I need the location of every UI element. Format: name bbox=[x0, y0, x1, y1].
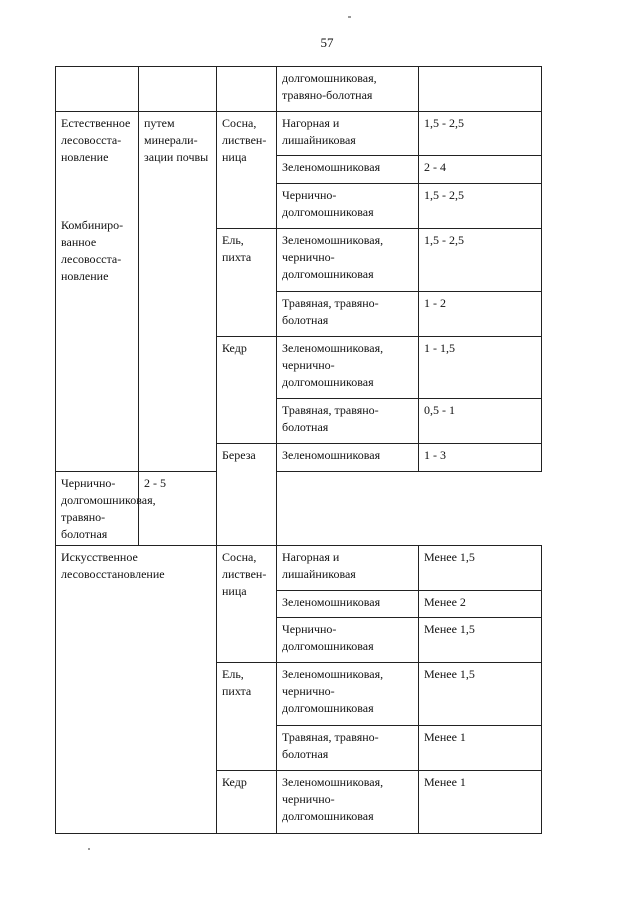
method-text: путем минерали- зации почвы bbox=[144, 116, 209, 164]
forest-type-text: Зеленомошниковая, чернично- долгомошниковая bbox=[282, 667, 384, 715]
value-text: 1 - 3 bbox=[424, 448, 446, 462]
species-text: Сосна, листвен- ница bbox=[222, 116, 267, 164]
value-text: 1,5 - 2,5 bbox=[424, 188, 464, 202]
forest-type-cell bbox=[277, 292, 419, 337]
forest-type-cell bbox=[277, 229, 419, 292]
species-cell bbox=[217, 229, 277, 337]
species-cell bbox=[217, 337, 277, 444]
value-cell bbox=[419, 726, 542, 771]
species-text: Ель, пихта bbox=[222, 233, 252, 264]
forest-type-cell bbox=[277, 663, 419, 726]
forest-type-text: Травяная, травяно- болотная bbox=[282, 403, 379, 434]
value-text: Менее 1,5 bbox=[424, 622, 475, 636]
value-cell bbox=[419, 156, 542, 184]
species-cell bbox=[217, 444, 277, 546]
value-text: 2 - 4 bbox=[424, 160, 446, 174]
table-row bbox=[56, 112, 542, 156]
value-text: Менее 1,5 bbox=[424, 667, 475, 681]
species-text: Ель, пихта bbox=[222, 667, 252, 698]
table-row bbox=[56, 472, 542, 546]
value-cell bbox=[419, 112, 542, 156]
category-natural: Естественное лесовосста- новление bbox=[61, 116, 131, 164]
species-text: Кедр bbox=[222, 775, 247, 789]
forest-type-text: Зеленомошниковая bbox=[282, 160, 381, 174]
empty-cell bbox=[419, 67, 542, 112]
forest-type-cell bbox=[277, 184, 419, 229]
forest-type-text: Зеленомошниковая bbox=[282, 595, 381, 609]
value-cell bbox=[419, 444, 542, 472]
forest-type-cell bbox=[277, 546, 419, 591]
forest-type-cell bbox=[277, 726, 419, 771]
forest-type-text: Зеленомошниковая, чернично- долгомошниковая bbox=[282, 341, 384, 389]
value-text: Менее 1,5 bbox=[424, 550, 475, 564]
value-cell bbox=[419, 663, 542, 726]
forest-type-text: Зеленомошниковая, чернично- долгомошниковая bbox=[282, 233, 384, 281]
value-text: 0,5 - 1 bbox=[424, 403, 455, 417]
forest-type-text: Чернично- долгомошниковая bbox=[282, 622, 374, 653]
forest-type-text: долгомошниковая, травяно-болотная bbox=[282, 71, 377, 102]
value-text: Менее 1 bbox=[424, 775, 466, 789]
value-text: 1,5 - 2,5 bbox=[424, 233, 464, 247]
forest-type-cell bbox=[277, 444, 419, 472]
value-text: 1 - 1,5 bbox=[424, 341, 455, 355]
scan-speck bbox=[88, 848, 90, 850]
value-cell bbox=[419, 618, 542, 663]
category-cell bbox=[56, 112, 139, 472]
forest-type-text: Зеленомошниковая, чернично- долгомошниковая bbox=[282, 775, 384, 823]
species-cell bbox=[217, 546, 277, 663]
value-cell bbox=[419, 771, 542, 834]
forest-type-text: Зеленомошниковая bbox=[282, 448, 381, 462]
forest-type-cell bbox=[277, 112, 419, 156]
scan-speck bbox=[348, 16, 351, 18]
value-cell bbox=[419, 292, 542, 337]
species-cell bbox=[217, 663, 277, 771]
forest-type-cell bbox=[277, 618, 419, 663]
value-text: Менее 2 bbox=[424, 595, 466, 609]
forest-type-text: Травяная, травяно- болотная bbox=[282, 296, 379, 327]
forest-type-cell bbox=[277, 337, 419, 399]
value-cell bbox=[419, 591, 542, 618]
value-cell bbox=[419, 229, 542, 292]
empty-cell bbox=[56, 67, 139, 112]
species-text: Сосна, листвен- ница bbox=[222, 550, 267, 598]
table-row bbox=[56, 546, 542, 591]
value-text: 1,5 - 2,5 bbox=[424, 116, 464, 130]
forest-type-cell bbox=[277, 771, 419, 834]
value-cell bbox=[419, 546, 542, 591]
category-artificial: Искусственное лесовосстановление bbox=[61, 550, 165, 581]
forest-type-text: Нагорная и лишайниковая bbox=[282, 550, 356, 581]
method-cell bbox=[139, 112, 217, 472]
forest-type-cell bbox=[277, 591, 419, 618]
species-cell bbox=[217, 771, 277, 834]
value-text: 2 - 5 bbox=[144, 476, 166, 490]
forest-type-text: Нагорная и лишайниковая bbox=[282, 116, 356, 147]
page-number: 57 bbox=[320, 35, 334, 50]
category-combined: Комбиниро- ванное лесовосста- новление bbox=[61, 218, 124, 283]
value-text: Менее 1 bbox=[424, 730, 466, 744]
value-cell bbox=[139, 472, 217, 546]
empty-cell bbox=[139, 67, 217, 112]
value-text: 1 - 2 bbox=[424, 296, 446, 310]
value-cell bbox=[419, 337, 542, 399]
forest-type-cell bbox=[277, 156, 419, 184]
forest-type-text: Чернично- долгомошниковая, травяно-болотная bbox=[61, 476, 156, 541]
species-cell bbox=[217, 112, 277, 229]
forest-type-cell bbox=[277, 399, 419, 444]
category-cell bbox=[56, 546, 217, 834]
forest-type-cell bbox=[277, 67, 419, 112]
table-row bbox=[56, 67, 542, 112]
species-text: Кедр bbox=[222, 341, 247, 355]
forest-regeneration-table bbox=[55, 66, 542, 834]
species-text: Береза bbox=[222, 448, 256, 462]
forest-type-text: Травяная, травяно- болотная bbox=[282, 730, 379, 761]
forest-type-text: Чернично- долгомошниковая bbox=[282, 188, 374, 219]
empty-cell bbox=[217, 67, 277, 112]
value-cell bbox=[419, 184, 542, 229]
value-cell bbox=[419, 399, 542, 444]
